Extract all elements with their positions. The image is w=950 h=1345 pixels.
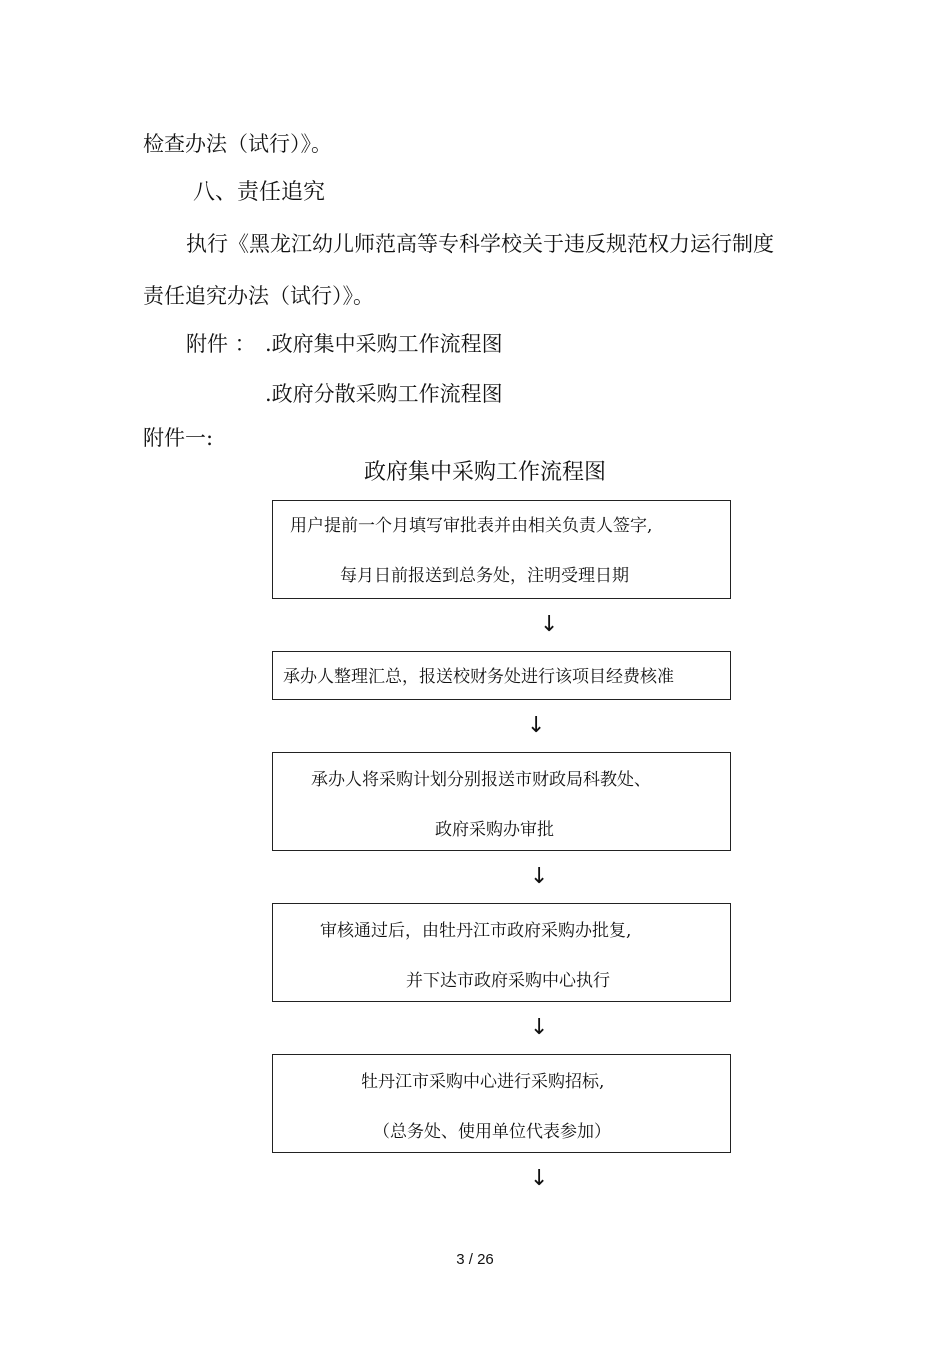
flow-step-box	[272, 651, 731, 700]
flow-arrow-icon: ↓	[530, 1166, 549, 1191]
flow-step-text: 承办人整理汇总，报送校财务处进行该项目经费核准	[283, 667, 674, 687]
flow-arrow-icon: ↓	[540, 612, 559, 637]
flow-step-text: 并下达市政府采购中心执行	[406, 971, 610, 991]
flow-step-box	[272, 903, 731, 1002]
flow-arrow-icon: ↓	[530, 864, 549, 889]
paragraph-text: 责任追究办法（试行）》。	[143, 284, 374, 308]
paragraph-text: 检查办法（试行）》。	[143, 132, 332, 156]
flow-arrow-icon: ↓	[530, 1015, 549, 1040]
attachment-label: 附件 ：	[186, 332, 256, 356]
flow-step-text: 牡丹江市采购中心进行采购招标,	[361, 1072, 605, 1092]
flowchart-title: 政府集中采购工作流程图	[363, 460, 606, 485]
section-heading: 八、责任追究	[193, 180, 326, 205]
flow-step-box	[272, 752, 731, 851]
flow-step-box	[272, 1054, 731, 1153]
page-number: 3 / 26	[456, 1251, 494, 1268]
attachment-one-heading: 附件一:	[143, 426, 214, 450]
flow-step-text: （总务处、使用单位代表参加）	[373, 1122, 611, 1142]
flow-arrow-icon: ↓	[527, 713, 546, 738]
flow-step-text: 用户提前一个月填写审批表并由相关负责人签字,	[290, 516, 653, 536]
paragraph-text: 执行《黑龙江幼儿师范高等专科学校关于违反规范权力运行制度	[186, 232, 774, 256]
flow-step-text: 每月日前报送到总务处，注明受理日期	[340, 566, 629, 586]
flow-step-box	[272, 500, 731, 599]
attachment-item: .政府分散采购工作流程图	[265, 382, 503, 406]
flow-step-text: 审核通过后，由牡丹江市政府采购办批复,	[320, 921, 632, 941]
flow-step-text: 政府采购办审批	[435, 820, 554, 840]
flow-step-text: 承办人将采购计划分别报送市财政局科教处、	[311, 770, 651, 790]
attachment-item: .政府集中采购工作流程图	[265, 332, 503, 356]
